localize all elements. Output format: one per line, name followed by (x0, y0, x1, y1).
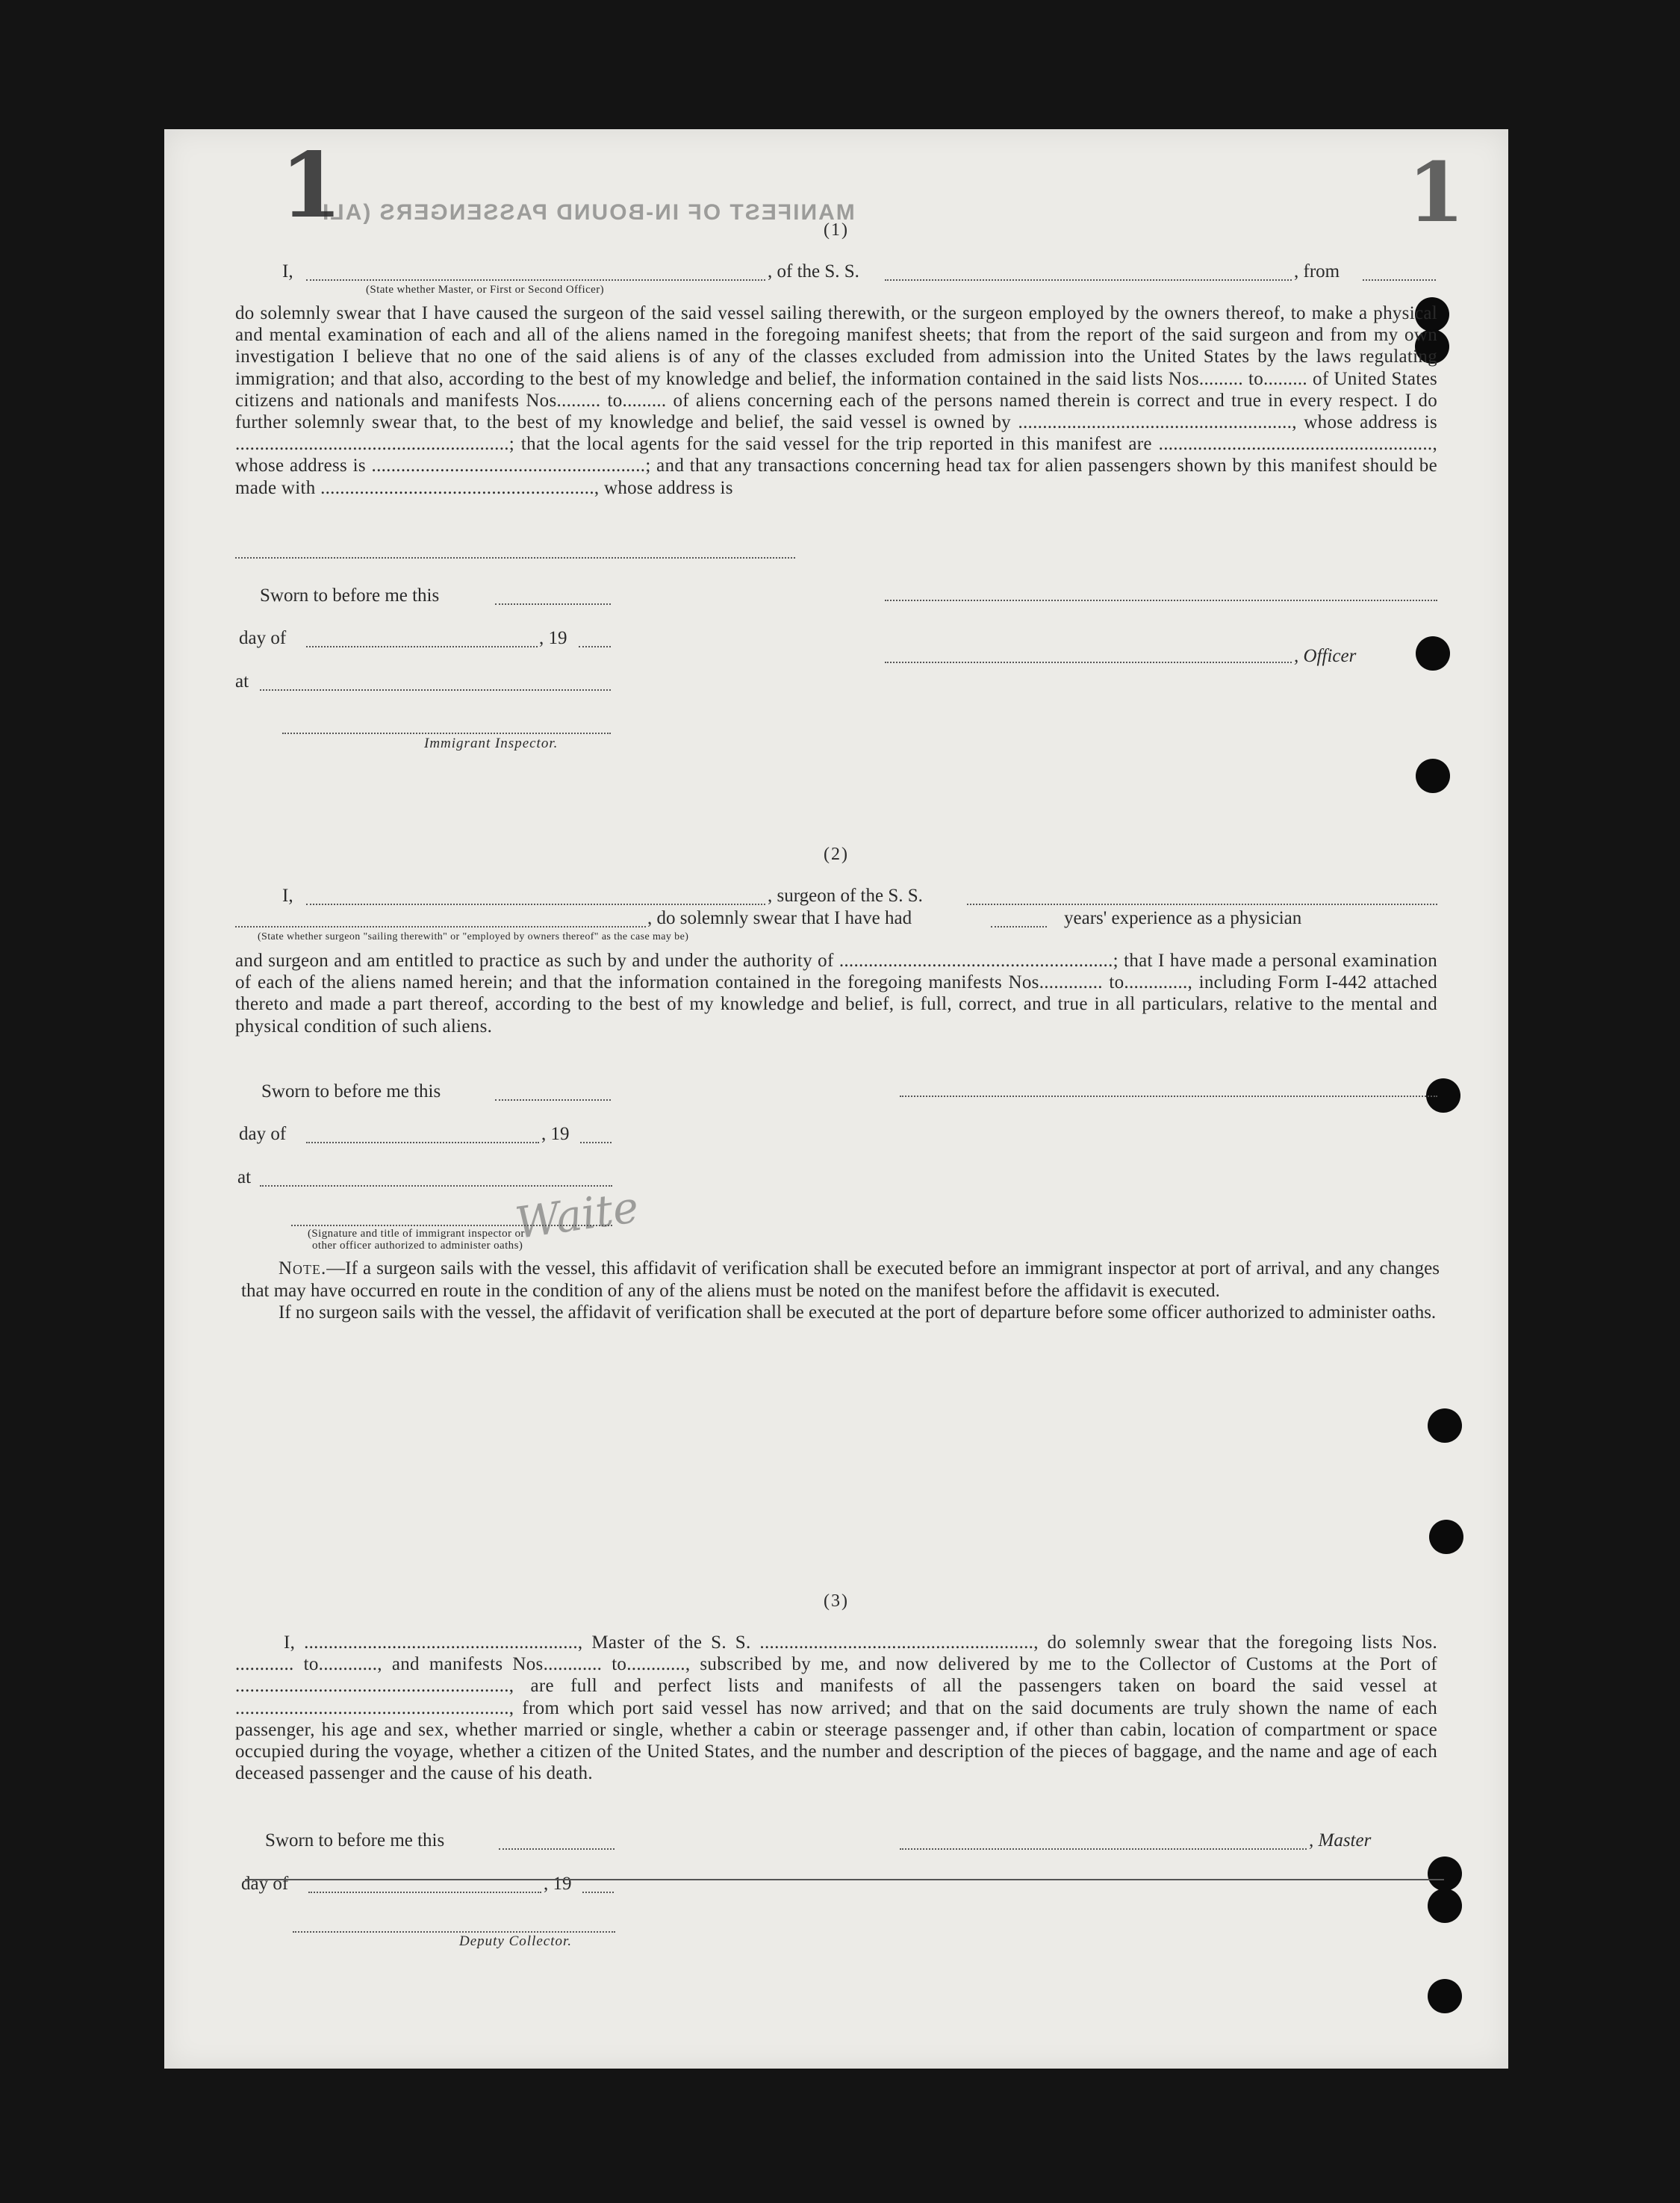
sec3-year-blank (582, 1892, 614, 1893)
sec3-day-blank (308, 1892, 541, 1893)
sec2-sig-caption-1: (Signature and title of immigrant inspector or (308, 1228, 525, 1240)
sec2-name-blank (306, 904, 765, 905)
sec1-year: , 19 (539, 628, 567, 648)
sec3-year: , 19 (544, 1874, 572, 1894)
handwritten-signature: Waite (512, 1181, 642, 1249)
sec1-address-blank (235, 557, 795, 559)
sec3-sworn-blank (499, 1848, 615, 1850)
binder-hole (1428, 1408, 1462, 1443)
sec1-officer-sig-blank-1 (885, 600, 1437, 601)
sec1-caption: (State whether Master, or First or Second Officer) (366, 284, 605, 296)
sec1-at-blank (260, 689, 611, 691)
sec1-sworn: Sworn to before me this (260, 585, 440, 606)
sec2-at-blank (260, 1185, 612, 1187)
section-1-number: (1) (824, 220, 849, 240)
sec3-collector-label: Deputy Collector. (459, 1933, 573, 1949)
sec1-officer-sig-blank-2 (885, 662, 1292, 663)
sec2-type-blank (235, 926, 646, 928)
sec2-swear: , do solemnly swear that I have had (647, 908, 912, 928)
sec1-officer-label: , Officer (1294, 646, 1357, 666)
binder-hole (1429, 1520, 1463, 1554)
binder-hole (1428, 1856, 1462, 1891)
sec2-sworn-blank (495, 1099, 611, 1101)
sec2-body: and surgeon and am entitled to practice as such by and under the authority of ........................................................; that I have made a personal examination of each of the aliens named herein; and that the information contained in the foregoing manifests Nos............. to............., including Form I-442 attached thereto and made a part thereof, according to the best of my knowledge and belief, is full, correct, and true in all particulars, relative to the mental and physical condition of such aliens. (235, 951, 1437, 1037)
sec2-years-exp: years' experience as a physician (1064, 908, 1302, 928)
binder-hole (1428, 1889, 1462, 1923)
sec1-name-blank (306, 279, 765, 281)
binder-hole (1416, 636, 1450, 671)
sec2-vessel-blank (967, 904, 1437, 905)
sec1-inspector-label: Immigrant Inspector. (424, 736, 559, 751)
sec1-year-blank (579, 646, 611, 647)
sec1-of-ss: , of the S. S. (768, 261, 859, 282)
sec1-vessel-blank (885, 279, 1292, 281)
sec2-inspector-blank (291, 1225, 612, 1226)
pencil-number-left: 1 (280, 133, 343, 238)
note-block (241, 1258, 1440, 1324)
binder-hole (1416, 759, 1450, 793)
note-label: Note. (279, 1258, 327, 1278)
section-2-number: (2) (824, 845, 849, 864)
sec1-sworn-blank (495, 603, 611, 605)
sec2-surgeon-sig-blank (900, 1096, 1437, 1097)
note-text-1: —If a surgeon sails with the vessel, this affidavit of verification shall be executed before an immigrant inspector at port of arrival, and any changes that may have occurred en route in the condition of any of the aliens must be noted on the manifest before the affidavit is executed. (241, 1258, 1440, 1301)
sec2-caption: (State whether surgeon "sailing therewith" or "employed by owners thereof" as the case may be) (258, 931, 689, 942)
sec1-inspector-blank (282, 733, 611, 734)
sec1-day-blank (306, 646, 538, 647)
sec3-master-sig-blank (900, 1848, 1307, 1850)
bleed-through-header: MANIFEST OF IN-BOUND PASSENGERS (ALI (321, 200, 855, 225)
sec1-from-blank (1363, 279, 1436, 281)
sec1-from: , from (1294, 261, 1340, 282)
document-page (164, 129, 1508, 2069)
sec2-at: at (237, 1167, 252, 1187)
sec1-body: do solemnly swear that I have caused the surgeon of the said vessel sailing therewith, or the surgeon employed by the owners thereof, to make a physical and mental examination of each and all of the aliens named in the foregoing manifest sheets; that from the report of the said surgeon and from my own investigation I believe that no one of the said aliens is of any of the classes excluded from admission into the United States by the laws regulating immigration; and that also, according to the best of my knowledge and belief, the information contained in the said lists Nos......... to......... of United States citizens and nationals and manifests Nos......... to......... of aliens concerning each of the persons named therein is correct and true in every respect. I do further solemnly swear that, to the best of my knowledge and belief, the said vessel is owned by ........................................................, whose address is ........................................................; that the local agents for the said vessel for the trip reported in this manifest are ........................................................, whose address is ........................................................; and that any transactions concerning head tax for alien passengers shown by this manifest should be made with ........................................................, whose address is (235, 303, 1437, 498)
pencil-number-right: 1 (1407, 144, 1465, 240)
sec2-year-blank (580, 1142, 612, 1143)
sec1-day-of: day of (239, 628, 287, 648)
sec3-sworn: Sworn to before me this (265, 1830, 445, 1851)
sec2-sworn: Sworn to before me this (261, 1081, 441, 1102)
sec2-i: I, (282, 886, 293, 906)
sec1-i: I, (282, 261, 293, 282)
sec3-collector-blank (293, 1931, 615, 1933)
binder-hole (1428, 1979, 1462, 2013)
sec2-sig-caption-2: other officer authorized to administer oaths) (312, 1240, 523, 1252)
section-3-number: (3) (824, 1591, 849, 1611)
sec1-at: at (235, 671, 249, 692)
sec3-master-label: , Master (1309, 1830, 1372, 1851)
bottom-rule (245, 1879, 1444, 1880)
sec2-year: , 19 (541, 1124, 570, 1144)
sec2-day-of: day of (239, 1124, 287, 1144)
sec2-surgeon-of: , surgeon of the S. S. (768, 886, 923, 906)
sec3-day-of: day of (241, 1874, 289, 1894)
sec2-day-blank (306, 1142, 539, 1143)
note-text-2: If no surgeon sails with the vessel, the affidavit of verification shall be executed at the port of departure before some officer authorized to administer oaths. (279, 1302, 1437, 1323)
sec2-years-blank (991, 926, 1047, 928)
sec3-body: I, ........................................................, Master of the S. S. ........................................................, do solemnly swear that the foregoing lists Nos. ............ to............, and manifests Nos............ to............, subscribed by me, and now delivered by me to the Collector of Customs at the Port of ........................................................, are full and perfect lists and manifests of all the passengers taken on board the said vessel at ........................................................, from which port said vessel has now arrived; and that on the said documents are truly shown the name of each passenger, his age and sex, whether married or single, whether a cabin or steerage passenger and, if other than cabin, location of compartment or space occupied during the voyage, whether a citizen of the United States, and the number and description of the pieces of baggage, and the name and age of each deceased passenger and the cause of his death. (235, 1632, 1437, 1784)
